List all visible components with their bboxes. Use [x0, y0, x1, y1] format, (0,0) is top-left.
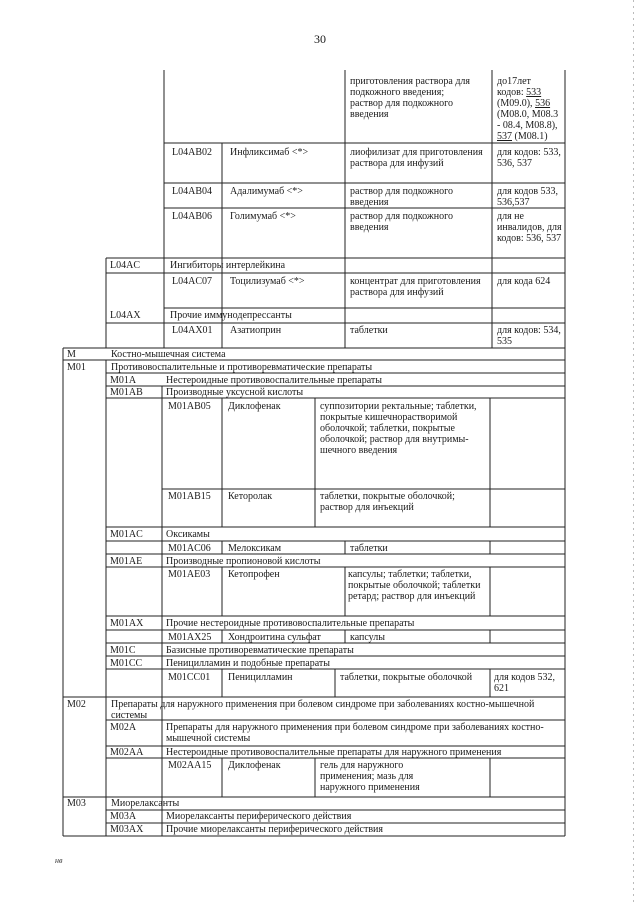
drug-code: L04AB04: [172, 186, 212, 197]
drug-code: L04AC07: [172, 276, 212, 287]
main-code: M: [67, 349, 76, 360]
group-code: M03AX: [110, 824, 144, 835]
drug-code: M01AX25: [168, 632, 212, 643]
drug-name: Тоцилизумаб <*>: [230, 276, 305, 287]
drug-code: M01AB05: [168, 401, 211, 412]
drug-name: Пеницилламин: [228, 672, 293, 683]
group-code: M01A: [110, 375, 137, 386]
drug-code: L04AB06: [172, 211, 212, 222]
drug-code: M01AC06: [168, 543, 211, 554]
group-code: M01AB: [110, 387, 143, 398]
restriction-note: для кодов: 534, 535: [497, 325, 561, 347]
drug-name: Кетопрофен: [228, 569, 280, 580]
footer-mark: нв: [55, 856, 63, 865]
restriction-note: для кодов: 533, 536, 537: [497, 147, 561, 169]
main-description: Костно-мышечная система: [111, 349, 226, 360]
main-code: M03: [67, 798, 86, 809]
group-description: Пеницилламин и подобные препараты: [166, 658, 330, 669]
dosage-form: раствор для подкожного введения: [350, 186, 453, 208]
dosage-form: таблетки, покрытые оболочкой; раствор для инъекций: [320, 491, 455, 513]
drug-name: Кеторолак: [228, 491, 273, 502]
drug-code: L04AX01: [172, 325, 213, 336]
main-description: Миорелаксанты: [111, 798, 180, 809]
drug-name: Мелоксикам: [228, 543, 282, 554]
group-description: Производные уксусной кислоты: [166, 387, 304, 398]
main-code: M02: [67, 699, 86, 710]
dosage-form: капсулы; таблетки; таблетки, покрытые оболочкой; таблетки ретард; раствор для инъекций: [348, 569, 481, 602]
group-description: Миорелаксанты периферического действия: [166, 811, 352, 822]
group-code: M02A: [110, 722, 137, 733]
drug-name: Диклофенак: [228, 401, 281, 412]
top-continuation-note: до17лет кодов: 533 (M09.0), 536 (M08.0, M08.3 - 08.4, M08.8), 537 (M08.1): [497, 76, 559, 142]
group-description: Нестероидные противовоспалительные препараты для наружного применения: [166, 747, 502, 758]
drug-code: M02AA15: [168, 760, 212, 771]
top-continuation-form: приготовления раствора для подкожного введения; раствор для подкожного введения: [350, 76, 470, 120]
main-description: Противовоспалительные и противоревматические препараты: [111, 362, 373, 373]
dosage-form: раствор для подкожного введения: [350, 211, 453, 233]
group-code: L04AX: [110, 310, 141, 321]
dosage-form: таблетки, покрытые оболочкой: [340, 672, 473, 683]
group-description: Производные пропионовой кислоты: [166, 556, 321, 567]
group-code: M03A: [110, 811, 137, 822]
restriction-note: для кодов 533, 536,537: [497, 186, 559, 208]
dosage-form: капсулы: [350, 632, 385, 643]
group-code: M01C: [110, 645, 136, 656]
restriction-note: для не инвалидов, для кодов: 536, 537: [497, 211, 562, 244]
main-description: Препараты для наружного применения при болевом синдроме при заболеваниях костно-мышечной системы: [111, 699, 535, 721]
group-description: Прочие миорелаксанты периферического действия: [166, 824, 384, 835]
group-code: M01AE: [110, 556, 143, 567]
group-description: Базисные противоревматические препараты: [166, 645, 354, 656]
group-description: Нестероидные противовоспалительные препараты: [166, 375, 382, 386]
drug-code: M01AB15: [168, 491, 211, 502]
dosage-form: концентрат для приготовления раствора для инфузий: [350, 276, 481, 298]
drug-name: Инфликсимаб <*>: [230, 147, 309, 158]
group-code: M02AA: [110, 747, 144, 758]
drug-code: M01AE03: [168, 569, 211, 580]
main-code: M01: [67, 362, 86, 373]
dosage-form: таблетки: [350, 325, 388, 336]
group-code: M01AC: [110, 529, 143, 540]
dosage-form: таблетки: [350, 543, 388, 554]
group-description: Препараты для наружного применения при болевом синдроме при заболеваниях костно-мышечной системы: [166, 722, 544, 744]
dosage-form: суппозитории ректальные; таблетки, покрытые кишечнорастворимой оболочкой; таблетки, покрытые оболочкой; раствор для внутримы-шечного введения: [320, 401, 477, 456]
restriction-note: для кодов 532, 621: [494, 672, 556, 694]
drug-name: Азатиоприн: [230, 325, 282, 336]
drug-name: Хондроитина сульфат: [228, 632, 321, 643]
drug-name: Голимумаб <*>: [230, 211, 296, 222]
drug-code: M01CC01: [168, 672, 211, 683]
dosage-form: лиофилизат для приготовления раствора для инфузий: [350, 147, 483, 169]
drug-code: L04AB02: [172, 147, 212, 158]
drug-name: Адалимумаб <*>: [230, 186, 303, 197]
drug-name: Диклофенак: [228, 760, 281, 771]
group-code: L04AC: [110, 260, 140, 271]
group-code: M01AX: [110, 618, 144, 629]
group-description: Прочие иммунодепрессанты: [170, 310, 292, 321]
group-description: Прочие нестероидные противовоспалительные препараты: [166, 618, 415, 629]
group-description: Оксикамы: [166, 529, 210, 540]
dosage-form: гель для наружного применения; мазь для наружного применения: [320, 760, 420, 793]
group-code: M01CC: [110, 658, 143, 669]
restriction-note: для кода 624: [497, 276, 551, 287]
scan-edge: [633, 0, 634, 905]
page-number: 30: [314, 32, 326, 46]
group-description: Ингибиторы интерлейкина: [170, 260, 286, 271]
